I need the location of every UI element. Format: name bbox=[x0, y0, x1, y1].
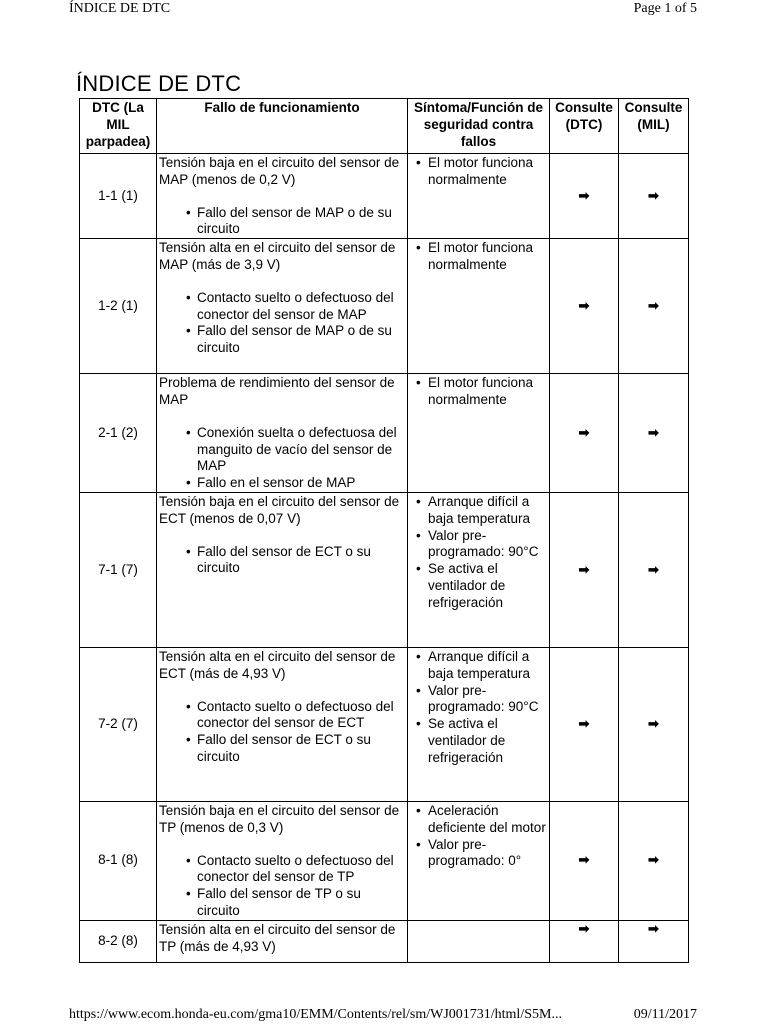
cause-item: • Contacto suelto o defectuoso del conector del sensor de TP bbox=[159, 853, 406, 887]
symptom-item: • El motor funciona normalmente bbox=[414, 155, 547, 189]
dtc-code: 2-1 (2) bbox=[80, 374, 157, 493]
column-header-fault: Fallo de funcionamiento bbox=[157, 99, 408, 154]
symptom-item: • Se activa el ventilador de refrigeración bbox=[414, 561, 547, 611]
column-header-symptom: Síntoma/Función de seguridad contra fallos bbox=[408, 99, 550, 154]
see-dtc-link-cell[interactable] bbox=[550, 374, 619, 493]
cause-list bbox=[159, 290, 406, 357]
dtc-code: 7-2 (7) bbox=[80, 647, 157, 801]
table-row bbox=[80, 920, 689, 962]
see-mil-link-cell[interactable] bbox=[619, 492, 689, 647]
see-mil-link-cell[interactable] bbox=[619, 154, 689, 239]
cause-item: • Fallo del sensor de MAP o de su circuito bbox=[159, 205, 406, 239]
page-number: Page 1 of 5 bbox=[633, 1, 697, 16]
see-mil-link-cell[interactable] bbox=[619, 647, 689, 801]
right-arrow-icon[interactable]: ➡ bbox=[648, 716, 659, 732]
table-row bbox=[80, 647, 689, 801]
cause-list bbox=[159, 699, 406, 766]
document-title: ÍNDICE DE DTC bbox=[76, 71, 242, 96]
fault-cell bbox=[157, 154, 408, 239]
see-mil-link-cell[interactable] bbox=[619, 801, 689, 920]
see-mil-link-cell[interactable] bbox=[619, 374, 689, 493]
fault-description: Tensión alta en el circuito del sensor de ECT (más de 4,93 V) bbox=[159, 648, 396, 681]
right-arrow-icon[interactable]: ➡ bbox=[648, 920, 659, 936]
fault-cell bbox=[157, 647, 408, 801]
fault-cell bbox=[157, 801, 408, 920]
cause-list bbox=[159, 205, 406, 239]
dtc-code: 8-1 (8) bbox=[80, 801, 157, 920]
dtc-table-body bbox=[80, 154, 689, 963]
right-arrow-icon[interactable]: ➡ bbox=[648, 424, 659, 440]
column-header-dtc: DTC (La MIL parpadea) bbox=[80, 99, 157, 154]
cause-item: • Fallo del sensor de ECT o su circuito bbox=[159, 544, 406, 578]
fault-description: Problema de rendimiento del sensor de MAP bbox=[159, 375, 395, 407]
right-arrow-icon[interactable]: ➡ bbox=[578, 561, 590, 577]
right-arrow-icon[interactable]: ➡ bbox=[578, 424, 590, 440]
symptom-list bbox=[414, 803, 547, 870]
symptom-cell bbox=[408, 492, 550, 647]
table-row bbox=[80, 154, 689, 239]
fault-cell bbox=[157, 920, 408, 962]
right-arrow-icon[interactable]: ➡ bbox=[578, 187, 590, 203]
cause-list bbox=[159, 425, 406, 492]
fault-cell bbox=[157, 492, 408, 647]
right-arrow-icon[interactable]: ➡ bbox=[648, 297, 659, 313]
print-date: 09/11/2017 bbox=[633, 1007, 697, 1022]
right-arrow-icon[interactable]: ➡ bbox=[578, 716, 590, 732]
column-header-see-dtc: Consulte (DTC) bbox=[550, 99, 619, 154]
source-url: https://www.ecom.honda-eu.com/gma10/EMM/Contents/rel/sm/WJ001731/html/S5M... bbox=[69, 1007, 562, 1022]
symptom-cell bbox=[408, 801, 550, 920]
cause-item: • Fallo del sensor de TP o su circuito bbox=[159, 886, 406, 920]
cause-item: • Fallo del sensor de MAP o de su circuito bbox=[159, 323, 406, 357]
symptom-item: • Arranque difícil a baja temperatura bbox=[414, 649, 547, 683]
symptom-cell bbox=[408, 374, 550, 493]
see-dtc-link-cell[interactable] bbox=[550, 239, 619, 374]
symptom-cell bbox=[408, 920, 550, 962]
symptom-cell bbox=[408, 239, 550, 374]
symptom-item: • El motor funciona normalmente bbox=[414, 240, 547, 274]
symptom-item: • El motor funciona normalmente bbox=[414, 375, 547, 409]
symptom-list bbox=[414, 494, 547, 612]
symptom-item: • Arranque difícil a baja temperatura bbox=[414, 494, 547, 528]
cause-item: • Contacto suelto o defectuoso del conector del sensor de MAP bbox=[159, 290, 406, 324]
see-mil-link-cell[interactable] bbox=[619, 920, 689, 962]
symptom-item: • Valor pre-programado: 0° bbox=[414, 837, 547, 871]
symptom-item: • Aceleración deficiente del motor bbox=[414, 803, 547, 837]
fault-description: Tensión alta en el circuito del sensor de MAP (más de 3,9 V) bbox=[159, 240, 396, 272]
fault-description: Tensión baja en el circuito del sensor de TP (menos de 0,3 V) bbox=[159, 802, 400, 835]
right-arrow-icon[interactable]: ➡ bbox=[648, 561, 659, 577]
see-dtc-link-cell[interactable] bbox=[550, 920, 619, 962]
cause-item: • Fallo en el sensor de MAP bbox=[159, 475, 406, 492]
see-dtc-link-cell[interactable] bbox=[550, 492, 619, 647]
fault-description: Tensión baja en el circuito del sensor de ECT (menos de 0,07 V) bbox=[159, 493, 400, 526]
table-row bbox=[80, 239, 689, 374]
right-arrow-icon[interactable]: ➡ bbox=[578, 852, 590, 868]
symptom-list bbox=[414, 155, 547, 189]
cause-item: • Contacto suelto o defectuoso del conector del sensor de ECT bbox=[159, 699, 406, 733]
fault-description: Tensión alta en el circuito del sensor de TP (más de 4,93 V) bbox=[159, 921, 396, 954]
symptom-cell bbox=[408, 154, 550, 239]
cause-item: • Conexión suelta o defectuosa del manguito de vacío del sensor de MAP bbox=[159, 425, 406, 475]
table-row bbox=[80, 374, 689, 493]
right-arrow-icon[interactable]: ➡ bbox=[648, 852, 659, 868]
symptom-item: • Se activa el ventilador de refrigeración bbox=[414, 716, 547, 766]
dtc-code: 8-2 (8) bbox=[80, 920, 157, 962]
cause-list bbox=[159, 853, 406, 920]
symptom-list bbox=[414, 375, 547, 409]
symptom-list bbox=[414, 240, 547, 274]
table-row bbox=[80, 492, 689, 647]
see-dtc-link-cell[interactable] bbox=[550, 154, 619, 239]
symptom-item: • Valor pre-programado: 90°C bbox=[414, 528, 547, 562]
dtc-code: 7-1 (7) bbox=[80, 492, 157, 647]
dtc-code: 1-1 (1) bbox=[80, 154, 157, 239]
fault-cell bbox=[157, 374, 408, 493]
symptom-list bbox=[414, 649, 547, 767]
fault-description: Tensión baja en el circuito del sensor de MAP (menos de 0,2 V) bbox=[159, 155, 400, 187]
right-arrow-icon[interactable]: ➡ bbox=[648, 187, 659, 203]
right-arrow-icon[interactable]: ➡ bbox=[578, 920, 590, 936]
see-dtc-link-cell[interactable] bbox=[550, 801, 619, 920]
see-dtc-link-cell[interactable] bbox=[550, 647, 619, 801]
fault-cell bbox=[157, 239, 408, 374]
right-arrow-icon[interactable]: ➡ bbox=[578, 297, 590, 313]
dtc-code: 1-2 (1) bbox=[80, 239, 157, 374]
cause-item: • Fallo del sensor de ECT o su circuito bbox=[159, 732, 406, 766]
column-header-see-mil: Consulte (MIL) bbox=[619, 99, 689, 154]
dtc-index-table bbox=[79, 98, 689, 963]
see-mil-link-cell[interactable] bbox=[619, 239, 689, 374]
print-header-title: ÍNDICE DE DTC bbox=[69, 1, 171, 16]
symptom-cell bbox=[408, 647, 550, 801]
symptom-item: • Valor pre-programado: 90°C bbox=[414, 683, 547, 717]
table-row bbox=[80, 801, 689, 920]
cause-list bbox=[159, 544, 406, 578]
